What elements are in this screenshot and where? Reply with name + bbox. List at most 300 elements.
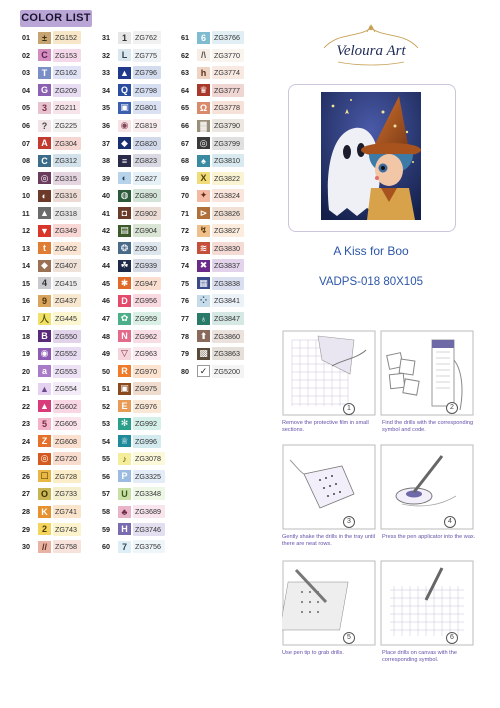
color-number: 11 bbox=[22, 208, 30, 218]
color-row bbox=[102, 415, 165, 433]
color-row bbox=[22, 275, 81, 293]
color-symbol: ◎ bbox=[38, 172, 51, 184]
color-code: ZG402 bbox=[53, 242, 81, 255]
color-symbol: N bbox=[118, 330, 131, 342]
color-row bbox=[102, 485, 165, 503]
color-row bbox=[181, 134, 244, 152]
color-number: 24 bbox=[22, 436, 30, 446]
color-number: 68 bbox=[181, 156, 189, 166]
color-symbol: ↯ bbox=[197, 225, 210, 237]
color-row bbox=[181, 327, 244, 345]
logo-graphic bbox=[318, 22, 424, 68]
color-code: ZG3766 bbox=[212, 31, 244, 44]
color-number: 34 bbox=[102, 85, 110, 95]
step-3-caption: Gently shake the drills in the tray until there are neat rows. bbox=[282, 534, 375, 547]
color-row bbox=[22, 345, 81, 363]
color-symbol: Q bbox=[118, 84, 131, 96]
color-number: 13 bbox=[22, 243, 30, 253]
color-number: 75 bbox=[181, 278, 189, 288]
color-row bbox=[22, 134, 81, 152]
color-code: ZG550 bbox=[53, 330, 81, 343]
color-row bbox=[181, 82, 244, 100]
color-row bbox=[102, 240, 165, 258]
color-symbol: ☐ bbox=[38, 470, 51, 482]
color-number: 77 bbox=[181, 314, 189, 324]
color-symbol: 5 bbox=[38, 418, 51, 430]
color-number: 55 bbox=[102, 454, 110, 464]
color-row bbox=[181, 204, 244, 222]
color-code: ZG992 bbox=[133, 417, 161, 430]
color-code: ZG602 bbox=[53, 400, 81, 413]
color-row bbox=[102, 134, 165, 152]
color-code: ZG3689 bbox=[133, 505, 165, 518]
color-code: ZG3830 bbox=[212, 242, 244, 255]
color-row bbox=[102, 117, 165, 135]
color-number: 60 bbox=[102, 542, 110, 552]
color-row bbox=[22, 397, 81, 415]
color-code: ZG153 bbox=[53, 49, 81, 62]
step-3-illustration bbox=[282, 444, 376, 530]
color-number: 38 bbox=[102, 156, 110, 166]
color-number: 06 bbox=[22, 121, 30, 130]
color-row bbox=[22, 204, 81, 222]
color-code: ZG3770 bbox=[212, 49, 244, 62]
color-number: 46 bbox=[102, 296, 110, 306]
color-code: ZG743 bbox=[53, 523, 81, 536]
color-row bbox=[102, 169, 165, 187]
color-row bbox=[102, 345, 165, 363]
color-row bbox=[181, 169, 244, 187]
color-number: 73 bbox=[181, 243, 189, 253]
color-row bbox=[181, 64, 244, 82]
color-number: 40 bbox=[102, 191, 110, 201]
color-number: 21 bbox=[22, 384, 30, 394]
color-row bbox=[102, 99, 165, 117]
color-number: 10 bbox=[22, 191, 30, 201]
color-code: ZG608 bbox=[53, 435, 81, 448]
color-symbol: Ω bbox=[197, 102, 210, 114]
color-code: ZG956 bbox=[133, 294, 161, 307]
color-number: 54 bbox=[102, 436, 110, 446]
color-code: ZG3756 bbox=[133, 540, 165, 553]
color-row bbox=[102, 362, 165, 380]
color-code: ZG890 bbox=[133, 189, 161, 202]
color-number: 28 bbox=[22, 507, 30, 517]
color-code: ZG976 bbox=[133, 400, 161, 413]
color-symbol: ✱ bbox=[118, 277, 131, 289]
color-symbol: ♠ bbox=[197, 155, 210, 167]
color-symbol: ▩ bbox=[197, 348, 210, 360]
color-row bbox=[102, 327, 165, 345]
color-row bbox=[22, 187, 81, 205]
color-code: ZG349 bbox=[53, 224, 81, 237]
color-row bbox=[102, 222, 165, 240]
color-symbol: 人 bbox=[39, 314, 49, 325]
color-row bbox=[102, 64, 165, 82]
color-symbol: ▼ bbox=[38, 225, 51, 237]
color-code: ZG5200 bbox=[212, 365, 244, 378]
color-number: 64 bbox=[181, 85, 189, 95]
color-row bbox=[22, 99, 81, 117]
veloura-art-logo bbox=[318, 22, 424, 68]
color-number: 30 bbox=[22, 542, 30, 552]
color-row bbox=[102, 380, 165, 398]
color-symbol: ◍ bbox=[118, 190, 131, 202]
color-symbol: ◉ bbox=[118, 120, 131, 132]
color-row bbox=[22, 29, 81, 47]
color-row bbox=[181, 222, 244, 240]
color-number: 42 bbox=[102, 226, 110, 236]
color-code: ZG304 bbox=[53, 137, 81, 150]
color-symbol: ✦ bbox=[197, 190, 210, 202]
color-code: ZG762 bbox=[133, 31, 161, 44]
color-symbol: 6 bbox=[197, 32, 210, 44]
color-symbol: ✿ bbox=[118, 313, 131, 325]
color-symbol: B bbox=[38, 330, 51, 342]
color-symbol: O bbox=[38, 488, 51, 500]
color-code: ZG3841 bbox=[212, 294, 244, 307]
color-number: 56 bbox=[102, 471, 110, 481]
color-row bbox=[22, 47, 81, 65]
color-row bbox=[22, 415, 81, 433]
color-number: 26 bbox=[22, 471, 30, 481]
color-number: 32 bbox=[102, 50, 110, 60]
color-number: 49 bbox=[102, 349, 110, 359]
color-code: ZG939 bbox=[133, 259, 161, 272]
color-row bbox=[102, 29, 165, 47]
color-code: ZG3790 bbox=[212, 119, 244, 132]
color-row bbox=[22, 169, 81, 187]
color-symbol: L bbox=[118, 49, 131, 61]
color-number: 14 bbox=[22, 261, 30, 271]
color-row bbox=[181, 362, 244, 380]
color-code: ZG209 bbox=[53, 84, 81, 97]
color-code: ZG162 bbox=[53, 66, 81, 79]
color-number: 47 bbox=[102, 314, 110, 324]
color-symbol: ▦ bbox=[197, 277, 210, 289]
step-4-illustration bbox=[380, 444, 474, 530]
color-symbol: ▣ bbox=[118, 383, 131, 395]
color-symbol: U bbox=[118, 488, 131, 500]
color-row bbox=[181, 275, 244, 293]
color-row bbox=[102, 503, 165, 521]
color-number: 19 bbox=[22, 349, 30, 359]
color-row bbox=[22, 310, 81, 328]
color-code: ZG3824 bbox=[212, 189, 244, 202]
color-symbol: ◐ bbox=[118, 172, 131, 184]
color-code: ZG3777 bbox=[212, 84, 244, 97]
color-row bbox=[22, 240, 81, 258]
color-row bbox=[102, 538, 165, 556]
color-code: ZG959 bbox=[133, 312, 161, 325]
color-code: ZG3837 bbox=[212, 259, 244, 272]
color-row bbox=[22, 485, 81, 503]
color-number: 79 bbox=[181, 349, 189, 359]
color-number: 23 bbox=[22, 419, 30, 429]
color-row bbox=[181, 99, 244, 117]
color-code: ZG975 bbox=[133, 382, 161, 395]
color-symbol: Z bbox=[38, 435, 51, 447]
color-row bbox=[181, 187, 244, 205]
color-row bbox=[102, 397, 165, 415]
color-number: 16 bbox=[22, 296, 30, 306]
color-symbol: ⁘ bbox=[197, 295, 210, 307]
color-code: ZG3860 bbox=[212, 330, 244, 343]
color-symbol: ◆ bbox=[38, 260, 51, 272]
step-4-caption: Press the pen applicator into the wax. bbox=[382, 534, 476, 540]
color-row bbox=[22, 362, 81, 380]
color-row bbox=[22, 433, 81, 451]
color-row bbox=[102, 520, 165, 538]
color-code: ZG733 bbox=[53, 487, 81, 500]
color-row bbox=[181, 345, 244, 363]
color-symbol: ▓ bbox=[197, 120, 210, 132]
color-number: 35 bbox=[102, 103, 110, 113]
color-row bbox=[22, 468, 81, 486]
color-symbol: ✓ bbox=[197, 365, 210, 377]
color-symbol: ☘ bbox=[118, 260, 131, 272]
color-row bbox=[102, 433, 165, 451]
color-symbol: ▽ bbox=[118, 348, 131, 360]
color-number: 17 bbox=[22, 314, 30, 324]
color-number: 74 bbox=[181, 261, 189, 271]
color-symbol: K bbox=[38, 506, 51, 518]
color-symbol: ◐ bbox=[38, 190, 51, 202]
color-symbol: /\ bbox=[197, 49, 210, 61]
color-row bbox=[22, 292, 81, 310]
color-number: 48 bbox=[102, 331, 110, 341]
color-symbol: 2 bbox=[38, 523, 51, 535]
color-code: ZG3838 bbox=[212, 277, 244, 290]
step-1-number: 1 bbox=[343, 403, 355, 415]
color-number: 76 bbox=[181, 296, 189, 306]
color-number: 39 bbox=[102, 173, 110, 183]
color-number: 53 bbox=[102, 419, 110, 429]
step-6-number: 6 bbox=[446, 632, 458, 644]
color-code: ZG775 bbox=[133, 49, 161, 62]
color-code: ZG445 bbox=[53, 312, 81, 325]
color-code: ZG3826 bbox=[212, 207, 244, 220]
color-code: ZG3827 bbox=[212, 224, 244, 237]
color-row bbox=[102, 82, 165, 100]
color-number: 18 bbox=[22, 331, 30, 341]
color-row bbox=[102, 204, 165, 222]
color-number: 71 bbox=[181, 208, 189, 218]
color-symbol: ▲ bbox=[38, 400, 51, 412]
step-5-illustration bbox=[282, 560, 376, 646]
color-code: ZG318 bbox=[53, 207, 81, 220]
color-symbol: ♣ bbox=[118, 506, 131, 518]
color-symbol: E bbox=[118, 400, 131, 412]
product-sku: VADPS-018 80X105 bbox=[319, 276, 423, 288]
color-symbol: ✻ bbox=[118, 418, 131, 430]
color-row bbox=[181, 47, 244, 65]
color-number: 63 bbox=[181, 68, 189, 78]
color-row bbox=[22, 222, 81, 240]
color-code: ZG827 bbox=[133, 172, 161, 185]
color-row bbox=[22, 450, 81, 468]
color-row bbox=[102, 310, 165, 328]
color-symbol: // bbox=[38, 541, 51, 553]
color-number: 61 bbox=[181, 33, 189, 43]
color-symbol: ❂ bbox=[118, 242, 131, 254]
color-symbol: ? bbox=[38, 120, 51, 132]
color-code: ZG930 bbox=[133, 242, 161, 255]
color-code: ZG554 bbox=[53, 382, 81, 395]
color-symbol: ▣ bbox=[118, 102, 131, 114]
color-code: ZG902 bbox=[133, 207, 161, 220]
step-4-number: 4 bbox=[444, 516, 456, 528]
color-number: 02 bbox=[22, 50, 30, 60]
color-code: ZG758 bbox=[53, 540, 81, 553]
color-code: ZG741 bbox=[53, 505, 81, 518]
color-symbol: ≡ bbox=[118, 155, 131, 167]
color-number: 44 bbox=[102, 261, 110, 271]
color-row bbox=[22, 503, 81, 521]
color-symbol: a bbox=[38, 365, 51, 377]
color-number: 09 bbox=[22, 173, 30, 183]
color-row bbox=[22, 257, 81, 275]
color-number: 69 bbox=[181, 173, 189, 183]
color-code: ZG801 bbox=[133, 101, 161, 114]
color-number: 29 bbox=[22, 524, 30, 534]
color-number: 58 bbox=[102, 507, 110, 517]
product-title: A Kiss for Boo bbox=[333, 244, 409, 258]
color-symbol: C bbox=[38, 49, 51, 61]
color-number: 36 bbox=[102, 121, 110, 130]
step-1-illustration bbox=[282, 330, 376, 416]
step-2-caption: Find the drills with the corresponding symbol and code. bbox=[382, 420, 474, 433]
color-symbol: 4 bbox=[38, 277, 51, 289]
color-code: ZG3863 bbox=[212, 347, 244, 360]
color-code: ZG312 bbox=[53, 154, 81, 167]
color-code: ZG3810 bbox=[212, 154, 244, 167]
color-symbol: T bbox=[38, 67, 51, 79]
color-code: ZG904 bbox=[133, 224, 161, 237]
color-code: ZG823 bbox=[133, 154, 161, 167]
color-symbol: H bbox=[118, 523, 131, 535]
color-row bbox=[102, 187, 165, 205]
color-number: 62 bbox=[181, 50, 189, 60]
color-row bbox=[102, 292, 165, 310]
color-code: ZG3847 bbox=[212, 312, 244, 325]
color-code: ZG3325 bbox=[133, 470, 165, 483]
color-number: 37 bbox=[102, 138, 110, 148]
color-symbol: ▲ bbox=[38, 207, 51, 219]
color-column-2 bbox=[102, 29, 165, 555]
color-code: ZG407 bbox=[53, 259, 81, 272]
color-number: 78 bbox=[181, 331, 189, 341]
color-number: 15 bbox=[22, 278, 30, 288]
color-number: 59 bbox=[102, 524, 110, 534]
color-symbol: R bbox=[118, 365, 131, 377]
color-symbol: ♛ bbox=[197, 84, 210, 96]
color-code: ZG720 bbox=[53, 452, 81, 465]
step-1-caption: Remove the protective film in small sections. bbox=[282, 420, 369, 433]
color-symbol: ◎ bbox=[38, 453, 51, 465]
color-number: 33 bbox=[102, 68, 110, 78]
color-number: 25 bbox=[22, 454, 30, 464]
color-row bbox=[102, 257, 165, 275]
svg-text:Veloura Art: Veloura Art bbox=[336, 43, 406, 59]
color-symbol: ⬆ bbox=[197, 330, 210, 342]
color-number: 43 bbox=[102, 243, 110, 253]
color-code: ZG211 bbox=[53, 101, 80, 114]
step-5-number: 5 bbox=[343, 632, 355, 644]
step-6-caption: Place drills on canvas with the corresponding symbol. bbox=[382, 650, 457, 663]
color-number: 72 bbox=[181, 226, 189, 236]
color-symbol: ♪ bbox=[118, 453, 131, 465]
color-number: 04 bbox=[22, 85, 30, 95]
color-code: ZG152 bbox=[53, 31, 81, 44]
color-code: ZG962 bbox=[133, 330, 161, 343]
color-symbol: 3 bbox=[38, 102, 51, 114]
color-symbol: ▲ bbox=[118, 67, 131, 79]
color-code: ZG996 bbox=[133, 435, 161, 448]
product-artwork bbox=[321, 92, 421, 220]
color-row bbox=[102, 47, 165, 65]
color-row bbox=[181, 152, 244, 170]
color-symbol: D bbox=[118, 295, 131, 307]
color-symbol: P bbox=[118, 470, 131, 482]
color-code: ZG3799 bbox=[212, 137, 244, 150]
color-symbol: ✖ bbox=[197, 260, 210, 272]
color-code: ZG3746 bbox=[133, 523, 165, 536]
color-symbol: h bbox=[197, 67, 210, 79]
color-number: 51 bbox=[102, 384, 110, 394]
color-row bbox=[102, 450, 165, 468]
color-number: 07 bbox=[22, 138, 30, 148]
color-code: ZG963 bbox=[133, 347, 161, 360]
color-symbol: ▤ bbox=[118, 225, 131, 237]
color-row bbox=[181, 240, 244, 258]
color-symbol: C bbox=[38, 155, 51, 167]
color-number: 67 bbox=[181, 138, 189, 148]
color-code: ZG315 bbox=[53, 172, 81, 185]
color-symbol: 7 bbox=[118, 541, 131, 553]
color-row bbox=[102, 275, 165, 293]
color-row bbox=[22, 117, 81, 135]
color-code: ZG415 bbox=[53, 277, 81, 290]
color-row bbox=[22, 327, 81, 345]
color-row bbox=[22, 152, 81, 170]
color-row bbox=[102, 468, 165, 486]
step-6-illustration bbox=[380, 560, 474, 646]
color-code: ZG947 bbox=[133, 277, 161, 290]
color-column-3 bbox=[181, 29, 244, 380]
color-symbol: 1 bbox=[118, 32, 131, 44]
color-code: ZG819 bbox=[133, 119, 161, 132]
color-number: 03 bbox=[22, 68, 30, 78]
color-row bbox=[181, 29, 244, 47]
color-number: 57 bbox=[102, 489, 110, 499]
color-number: 12 bbox=[22, 226, 30, 236]
color-number: 22 bbox=[22, 401, 30, 411]
color-number: 20 bbox=[22, 366, 30, 376]
color-row bbox=[22, 82, 81, 100]
color-row bbox=[22, 64, 81, 82]
color-number: 45 bbox=[102, 278, 110, 288]
color-number: 50 bbox=[102, 366, 110, 376]
color-number: 41 bbox=[102, 208, 110, 218]
color-symbol: ◆ bbox=[118, 137, 131, 149]
color-symbol: ± bbox=[38, 32, 51, 44]
color-number: 66 bbox=[181, 121, 189, 130]
color-row bbox=[181, 117, 244, 135]
color-number: 05 bbox=[22, 103, 30, 113]
color-row bbox=[181, 292, 244, 310]
color-code: ZG553 bbox=[53, 365, 81, 378]
